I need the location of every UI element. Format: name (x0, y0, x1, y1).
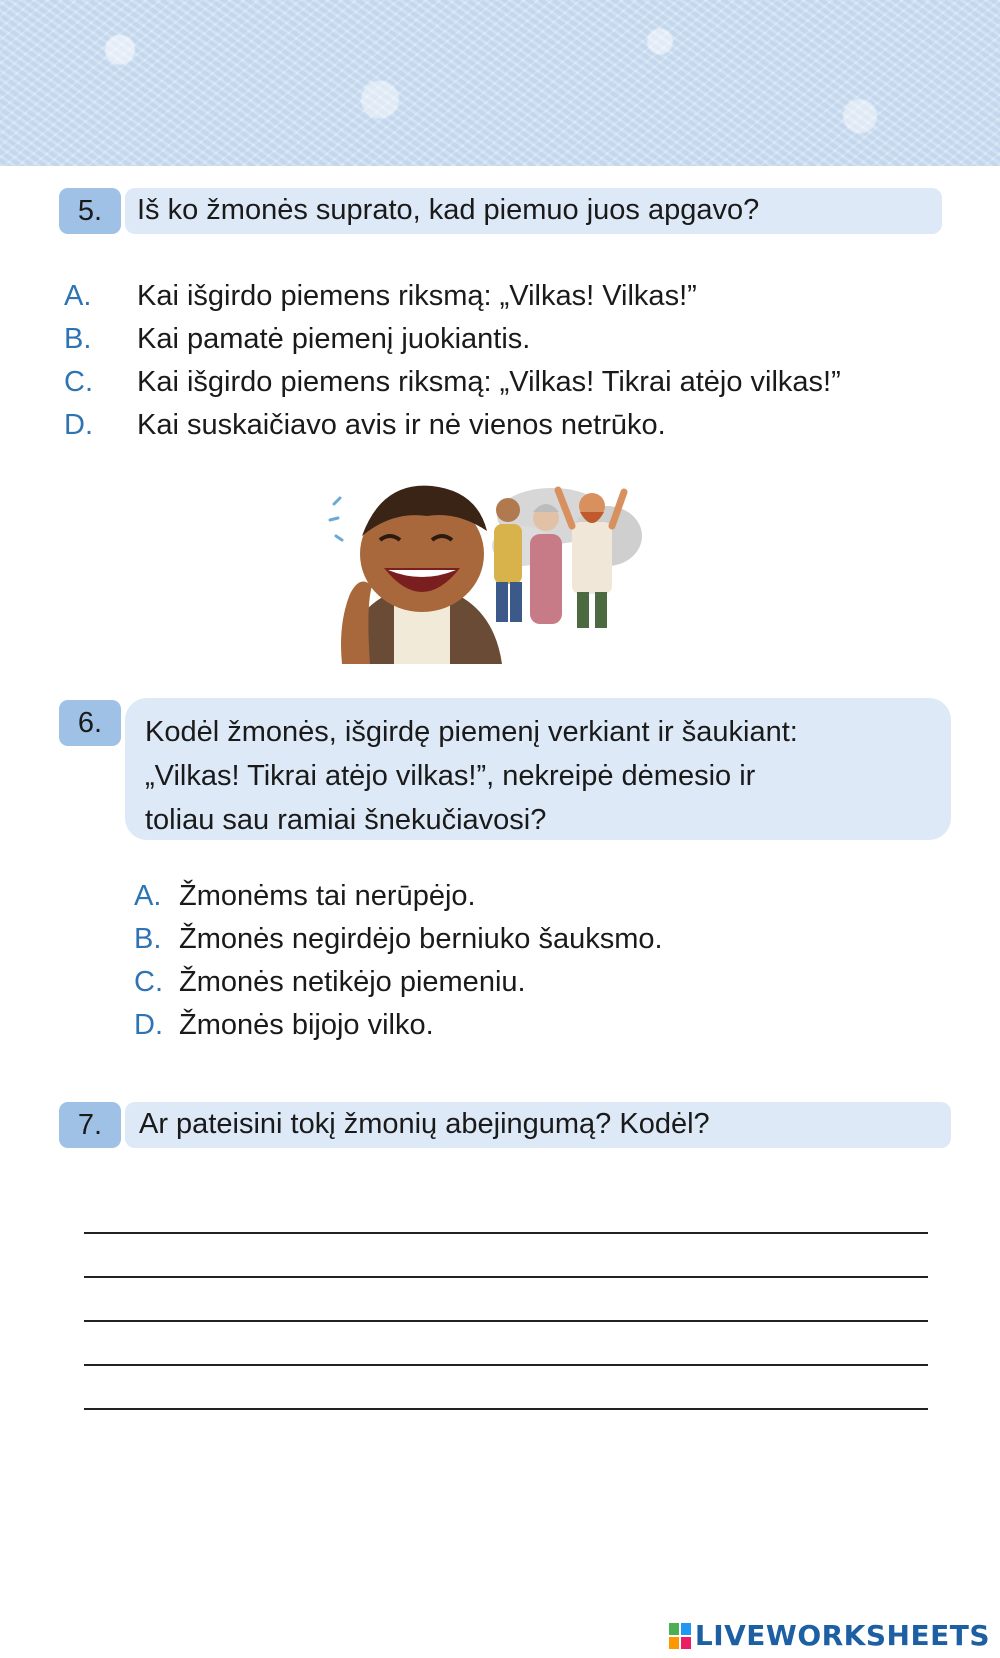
q6-option-b-text: Žmonės negirdėjo berniuko šauksmo. (179, 923, 663, 955)
q6-option-a-text: Žmonėms tai nerūpėjo. (179, 880, 476, 912)
liveworksheets-logo (669, 1619, 990, 1652)
q5-option-d-letter: D. (64, 409, 93, 441)
logo-text: LIVEWORKSHEETS (694, 1619, 990, 1652)
q6-option-d-text: Žmonės bijojo vilko. (179, 1009, 434, 1041)
q6-option-d[interactable] (134, 1009, 934, 1047)
q5-option-d-text: Kai suskaičiavo avis ir nė vienos netrūko. (137, 409, 666, 441)
q5-option-a-text: Kai išgirdo piemens riksmą: „Vilkas! Vilkas!” (137, 280, 697, 312)
q5-option-c-text: Kai išgirdo piemens riksmą: „Vilkas! Tikrai atėjo vilkas!” (137, 366, 841, 398)
q6-option-b[interactable] (134, 923, 934, 961)
q5-option-a[interactable] (64, 280, 944, 318)
q6-option-c[interactable] (134, 966, 934, 1004)
q5-option-b-letter: B. (64, 323, 92, 355)
q6-option-a[interactable] (134, 880, 934, 918)
answer-line[interactable] (84, 1364, 928, 1366)
q6-option-c-letter: C. (134, 966, 163, 998)
question-6-text (125, 698, 951, 840)
question-7-text: Ar pateisini tokį žmonių abejingumą? Kodėl? (125, 1102, 951, 1148)
answer-line[interactable] (84, 1276, 928, 1278)
question-6-line-2: „Vilkas! Tikrai atėjo vilkas!”, nekreipė dėmesio ir (145, 760, 756, 792)
question-6-line-1: Kodėl žmonės, išgirdę piemenį verkiant ir šaukiant: (145, 716, 798, 748)
question-7-number: 7. (59, 1102, 121, 1148)
q5-option-a-letter: A. (64, 280, 92, 312)
answer-line[interactable] (84, 1320, 928, 1322)
header-banner (0, 0, 1000, 166)
logo-blocks-icon (669, 1623, 691, 1649)
laughing-shepherd-illustration-icon (322, 476, 644, 664)
q5-option-c-letter: C. (64, 366, 93, 398)
question-6-line-3: toliau sau ramiai šnekučiavosi? (145, 804, 547, 836)
answer-line[interactable] (84, 1408, 928, 1410)
q6-option-a-letter: A. (134, 880, 162, 912)
question-6-number: 6. (59, 700, 121, 746)
q5-option-b-text: Kai pamatė piemenį juokiantis. (137, 323, 531, 355)
answer-line[interactable] (84, 1232, 928, 1234)
q5-option-c[interactable] (64, 366, 944, 404)
question-5-text: Iš ko žmonės suprato, kad piemuo juos apgavo? (125, 188, 942, 234)
q5-option-d[interactable] (64, 409, 944, 447)
q5-option-b[interactable] (64, 323, 944, 361)
q6-option-c-text: Žmonės netikėjo piemeniu. (179, 966, 526, 998)
q6-option-d-letter: D. (134, 1009, 163, 1041)
q6-option-b-letter: B. (134, 923, 162, 955)
question-5-number: 5. (59, 188, 121, 234)
